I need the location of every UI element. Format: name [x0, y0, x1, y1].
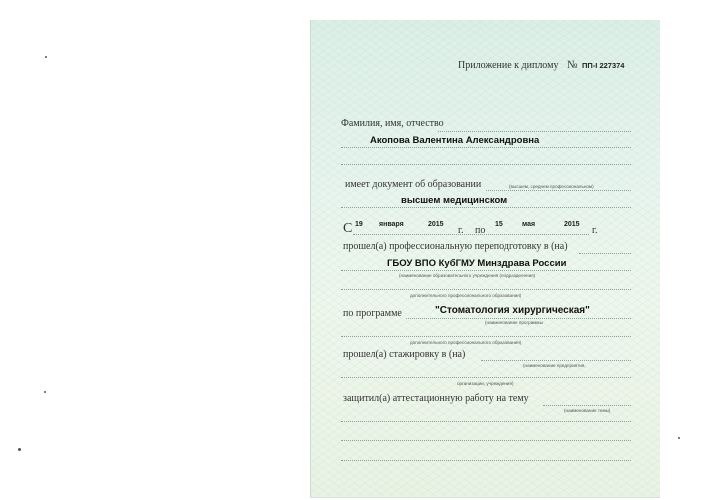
- fio-line-2: [341, 147, 631, 148]
- scan-speck: [678, 437, 680, 439]
- diploma-appendix-sheet: [310, 20, 660, 498]
- to-day: 15: [495, 221, 503, 228]
- institution-line: [341, 270, 631, 271]
- dpo-hint-1: дополнительного профессионального образования): [410, 293, 522, 298]
- to-month: мая: [522, 221, 536, 228]
- thesis-line-2: [341, 421, 631, 422]
- doc-value: высшем медицинском: [401, 195, 508, 206]
- scan-speck: [18, 448, 21, 451]
- doc-line-2: [341, 207, 631, 208]
- scan-speck: [44, 391, 46, 393]
- scan-speck: [45, 56, 47, 58]
- program-value: "Стоматология хирургическая": [435, 305, 590, 316]
- fio-label: Фамилия, имя, отчество: [341, 118, 444, 129]
- diploma-number: ПП-I 227374: [582, 61, 625, 70]
- from-month: января: [379, 221, 404, 228]
- thesis-hint: (наименование темы): [564, 408, 611, 413]
- to-prefix: по: [475, 225, 486, 236]
- thesis-line-1: [543, 405, 631, 406]
- number-sign: №: [567, 59, 578, 71]
- doc-label: имеет документ об образовании: [345, 179, 482, 190]
- program-hint: (наименование программы: [485, 320, 543, 325]
- doc-line-1: [486, 190, 631, 191]
- retraining-line: [579, 253, 631, 254]
- from-year: 2015: [428, 221, 444, 228]
- retraining-label: прошел(а) профессиональную переподготовку в (на): [343, 241, 568, 252]
- year-suffix-1: г.: [458, 225, 464, 236]
- org-line: [341, 377, 631, 378]
- dpo-line-1: [341, 289, 631, 290]
- thesis-line-4: [341, 460, 631, 461]
- dpo-hint-2: дополнительного профессионального образования): [410, 340, 522, 345]
- dpo-line-2: [341, 336, 631, 337]
- institution-value: ГБОУ ВПО КубГМУ Минздрава России: [387, 258, 567, 269]
- internship-hint: (наименование предприятия,: [523, 363, 586, 368]
- program-label: по программе: [343, 308, 402, 319]
- org-hint: организации, учреждения): [457, 381, 514, 386]
- date-line: [353, 234, 589, 235]
- internship-label: прошел(а) стажировку в (на): [343, 349, 466, 360]
- appendix-label: Приложение к диплому: [458, 60, 559, 71]
- thesis-label: защитил(а) аттестационную работу на тему: [343, 393, 529, 404]
- fio-line-1: [438, 131, 631, 132]
- fio-value: Акопова Валентина Александровна: [370, 135, 540, 146]
- from-prefix: С: [343, 221, 353, 236]
- program-line: [406, 318, 631, 319]
- thesis-line-3: [341, 440, 631, 441]
- internship-line: [481, 360, 631, 361]
- year-suffix-2: г.: [592, 225, 598, 236]
- from-day: 19: [355, 221, 363, 228]
- fio-line-3: [341, 164, 631, 165]
- doc-hint: (высшем, среднем профессиональном): [509, 184, 594, 189]
- institution-hint: (наименование образовательного учреждения (подразделения): [399, 273, 536, 278]
- to-year: 2015: [564, 221, 580, 228]
